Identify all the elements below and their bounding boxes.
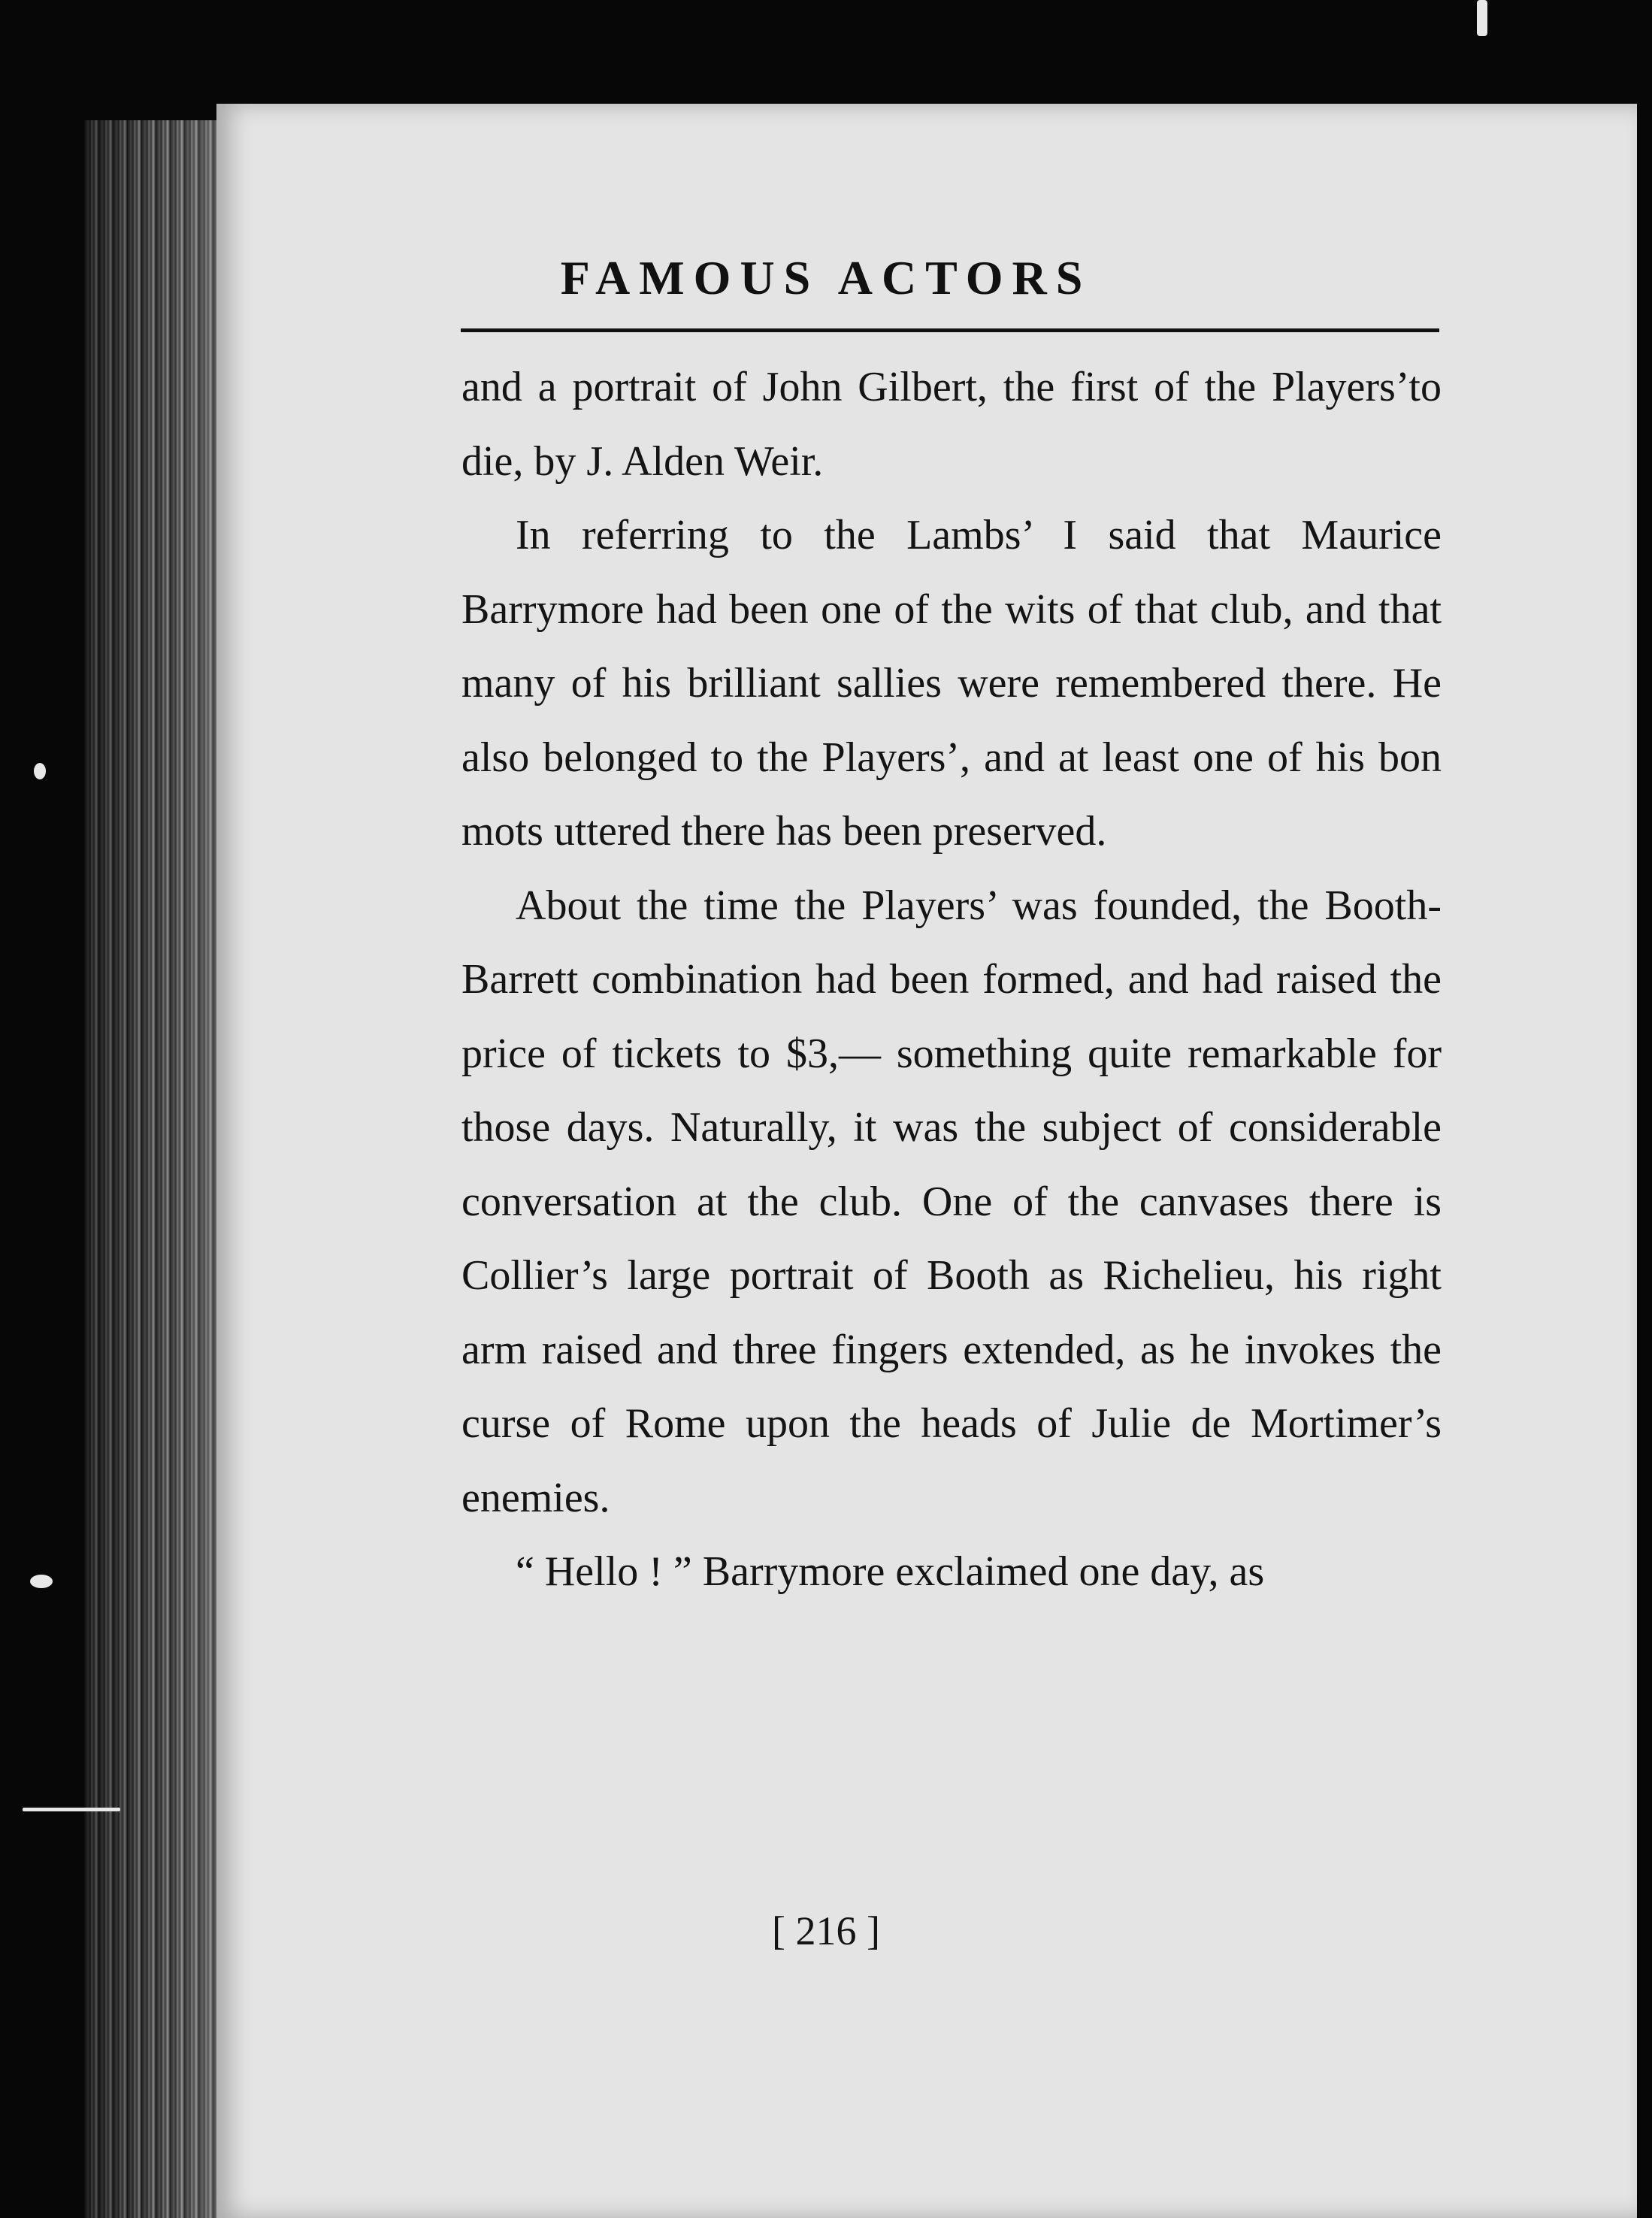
running-header-title: FAMOUS ACTORS <box>560 251 1092 304</box>
scan-speck <box>1477 0 1487 36</box>
body-text <box>461 350 1442 1609</box>
book-page-edges <box>84 120 219 2218</box>
paragraph: In referring to the Lambs’ I said that Maurice Barrymore had been one of the wits of that club, and that many of his brilliant sallies were remembered there. He also belonged to the Players’, and at least one of his bon mots uttered there has been preserved. <box>461 512 1442 855</box>
page-number: [ 216 ] <box>772 1908 880 1953</box>
scan-speck <box>23 1808 120 1811</box>
scan-speck <box>30 1575 53 1588</box>
paragraph: “ Hello ! ” Barrymore exclaimed one day, as <box>516 1548 1265 1595</box>
paragraph: and a portrait of John Gilbert, the first of the Players’to die, by J. Alden Weir. <box>461 364 1442 485</box>
paragraph: About the time the Players’ was founded, the Booth-Barrett combination had been formed, and had raised the price of tickets to $3,— something quite remarkable for those days. Naturally, it was the subject of considerable conversation at the club. One of the canvases there is Collier’s large portrait of Booth as Richelieu, his right arm raised and three fingers extended, as he invokes the curse of Rome upon the heads of Julie de Mortimer’s enemies. <box>461 882 1442 1521</box>
scan-speck <box>34 763 46 779</box>
header-rule <box>461 328 1439 332</box>
